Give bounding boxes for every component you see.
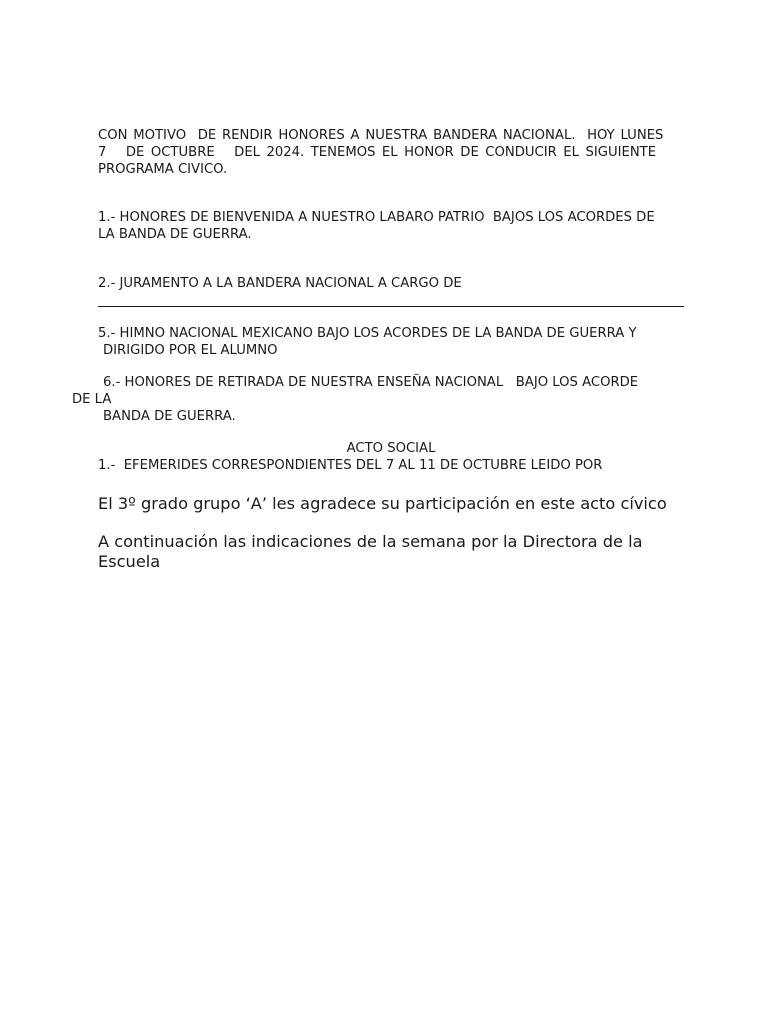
program-item-5 [98,325,684,359]
thanks-paragraph [98,494,684,514]
item-5-line-2: DIRIGIDO POR EL ALUMNO [103,343,278,358]
program-item-2 [98,275,684,292]
program-item-1 [98,209,684,243]
item-1-line-2: LA BANDA DE GUERRA. [98,227,252,242]
intro-line-3: PROGRAMA CIVICO. [98,162,228,177]
item-5-line-1: 5.- HIMNO NACIONAL MEXICANO BAJO LOS ACORDES DE LA BANDA DE GUERRA Y [98,326,637,341]
item-6-line-3: BANDA DE GUERRA. [103,409,236,424]
item-2-line: 2.- JURAMENTO A LA BANDERA NACIONAL A CARGO DE [98,276,462,291]
efemerides-item [98,457,684,474]
program-item-6 [72,374,692,425]
item-1-line-1: 1.- HONORES DE BIENVENIDA A NUESTRO LABARO PATRIO BAJOS LOS ACORDES DE [98,210,655,225]
fill-in-underline [98,306,684,307]
acto-social-heading: ACTO SOCIAL [346,441,436,456]
intro-line-2: 7 DE OCTUBRE DEL 2024. TENEMOS EL HONOR DE CONDUCIR EL SIGUIENTE [98,145,657,160]
continuation-line-2: Escuela [98,552,161,571]
intro-paragraph [98,127,684,178]
item-6-line-1: 6.- HONORES DE RETIRADA DE NUESTRA ENSEÑA NACIONAL BAJO LOS ACORDE [103,375,639,390]
thanks-line: El 3º grado grupo ‘A’ les agradece su participación en este acto cívico [98,494,667,513]
continuation-paragraph [98,532,678,572]
intro-line-1: CON MOTIVO DE RENDIR HONORES A NUESTRA BANDERA NACIONAL. HOY LUNES [98,128,664,143]
item-6-line-2: DE LA [72,392,112,407]
efemerides-line: 1.- EFEMERIDES CORRESPONDIENTES DEL 7 AL 11 DE OCTUBRE LEIDO POR [98,458,603,473]
continuation-line-1: A continuación las indicaciones de la semana por la Directora de la [98,532,643,551]
